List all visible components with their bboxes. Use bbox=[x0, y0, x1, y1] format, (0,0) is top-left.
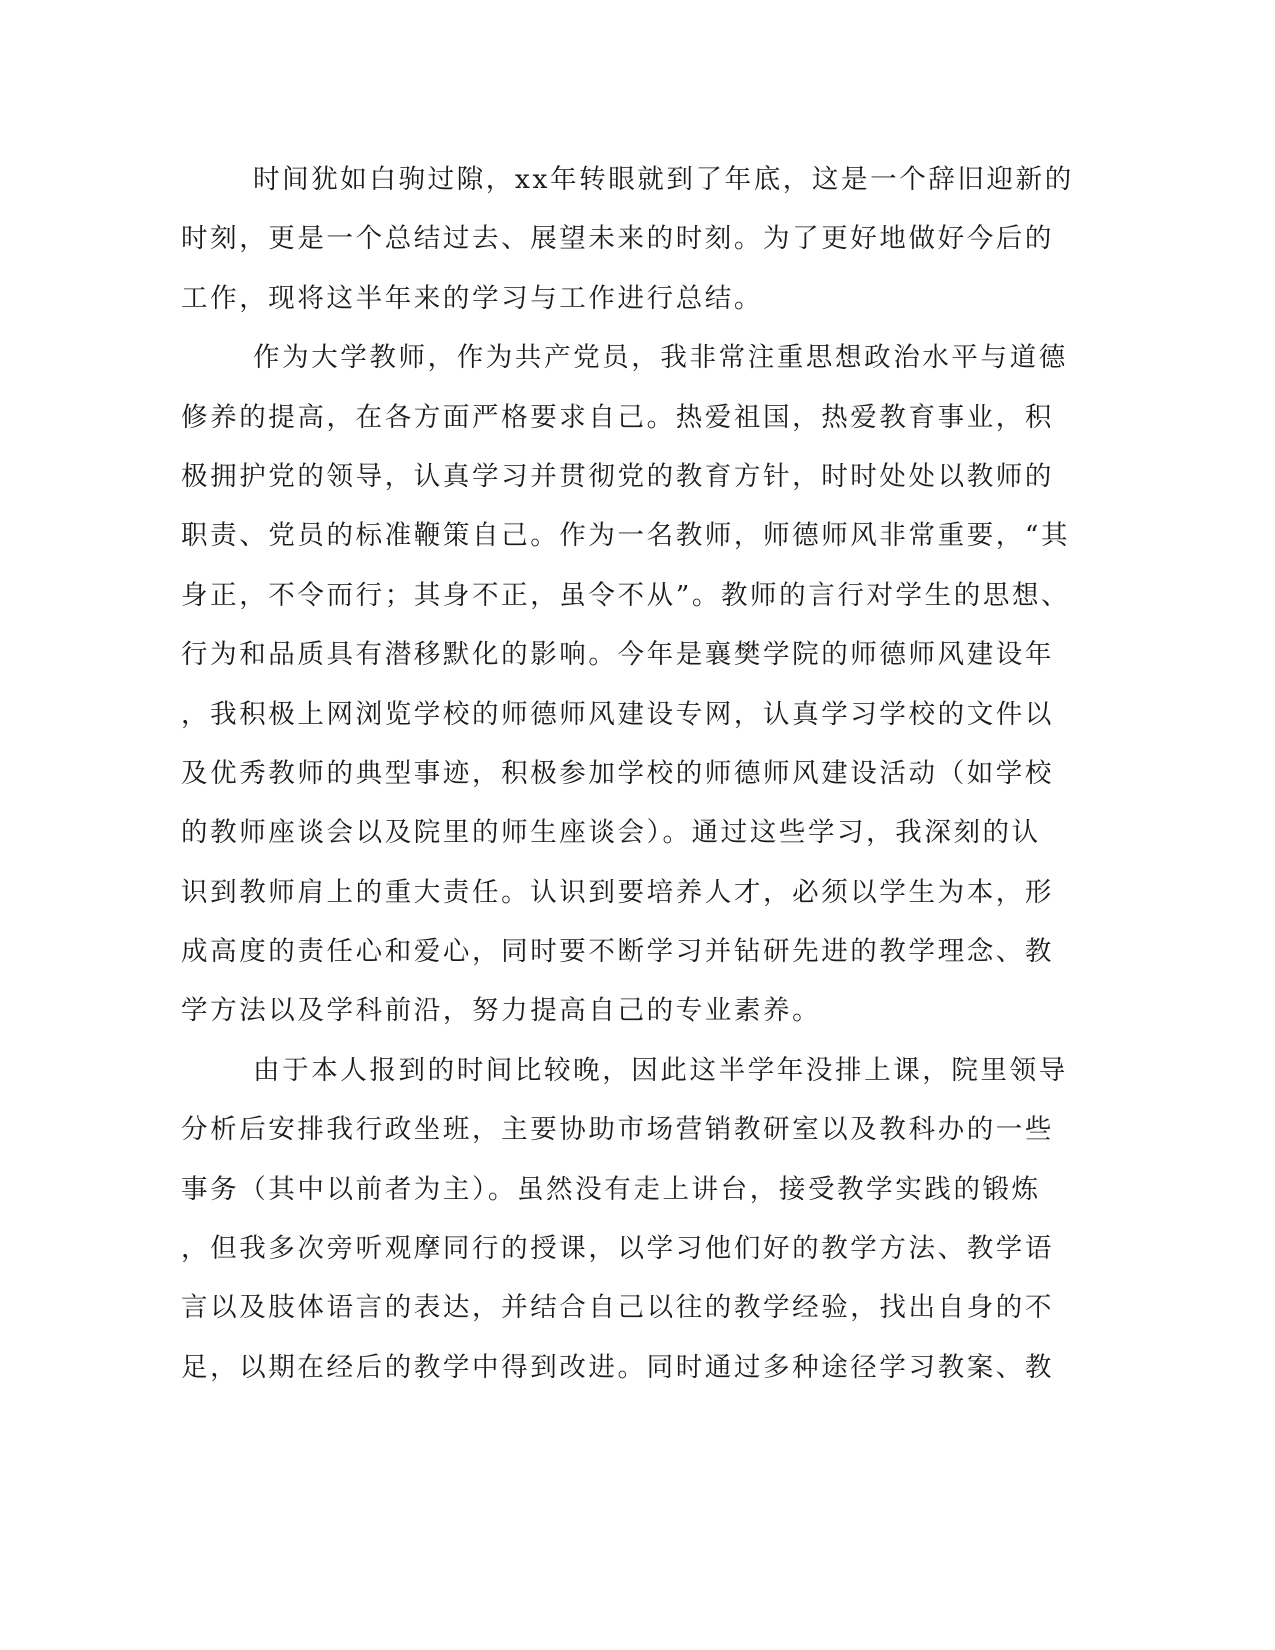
paragraph-2-line-1: 作为大学教师，作为共产党员，我非常注重思想政治水平与道德 bbox=[253, 342, 1068, 374]
paragraph-3-line-3: 事务（其中以前者为主）。虽然没有走上讲台，接受教学实践的锻炼 bbox=[181, 1173, 1041, 1205]
paragraph-3-line-6: 足，以期在经后的教学中得到改进。同时通过多种途径学习教案、教 bbox=[181, 1351, 1054, 1383]
paragraph-2-line-9: 的教师座谈会以及院里的师生座谈会）。通过这些学习，我深刻的认 bbox=[181, 817, 1041, 849]
paragraph-1-line-2: 时刻，更是一个总结过去、展望未来的时刻。为了更好地做好今后的 bbox=[181, 223, 1054, 255]
paragraph-2-line-5: 身正，不令而行；其身不正，虽令不从”。教师的言行对学生的思想、 bbox=[181, 579, 1071, 611]
paragraph-2-line-4: 职责、党员的标准鞭策自己。作为一名教师，师德师风非常重要，“其 bbox=[181, 520, 1071, 552]
paragraph-3-line-1: 由于本人报到的时间比较晚，因此这半学年没排上课，院里领导 bbox=[253, 1054, 1068, 1086]
paragraph-2-line-7: ，我积极上网浏览学校的师德师风建设专网，认真学习学校的文件以 bbox=[181, 698, 1054, 730]
paragraph-3-line-5: 言以及肢体语言的表达，并结合自己以往的教学经验，找出自身的不 bbox=[181, 1292, 1054, 1324]
paragraph-1-line-3: 工作，现将这半年来的学习与工作进行总结。 bbox=[181, 282, 763, 314]
paragraph-2-line-10: 识到教师肩上的重大责任。认识到要培养人才，必须以学生为本，形 bbox=[181, 876, 1054, 908]
paragraph-2-line-11: 成高度的责任心和爱心，同时要不断学习并钻研先进的教学理念、教 bbox=[181, 936, 1054, 968]
paragraph-2-line-12: 学方法以及学科前沿，努力提高自己的专业素养。 bbox=[181, 995, 822, 1027]
paragraph-2-line-6: 行为和品质具有潜移默化的影响。今年是襄樊学院的师德师风建设年 bbox=[181, 639, 1054, 671]
paragraph-1-line-1: 时间犹如白驹过隙，xx年转眼就到了年底，这是一个辞旧迎新的 bbox=[253, 164, 1074, 195]
paragraph-2-line-2: 修养的提高，在各方面严格要求自己。热爱祖国，热爱教育事业，积 bbox=[181, 401, 1054, 433]
paragraph-3-line-4: ，但我多次旁听观摩同行的授课，以学习他们好的教学方法、教学语 bbox=[181, 1233, 1054, 1265]
document-body bbox=[181, 158, 1074, 1405]
paragraph-3-line-2: 分析后安排我行政坐班，主要协助市场营销教研室以及教科办的一些 bbox=[181, 1114, 1054, 1146]
paragraph-2-line-3: 极拥护党的领导，认真学习并贯彻党的教育方针，时时处处以教师的 bbox=[181, 460, 1054, 492]
paragraph-2-line-8: 及优秀教师的典型事迹，积极参加学校的师德师风建设活动（如学校 bbox=[181, 757, 1054, 789]
